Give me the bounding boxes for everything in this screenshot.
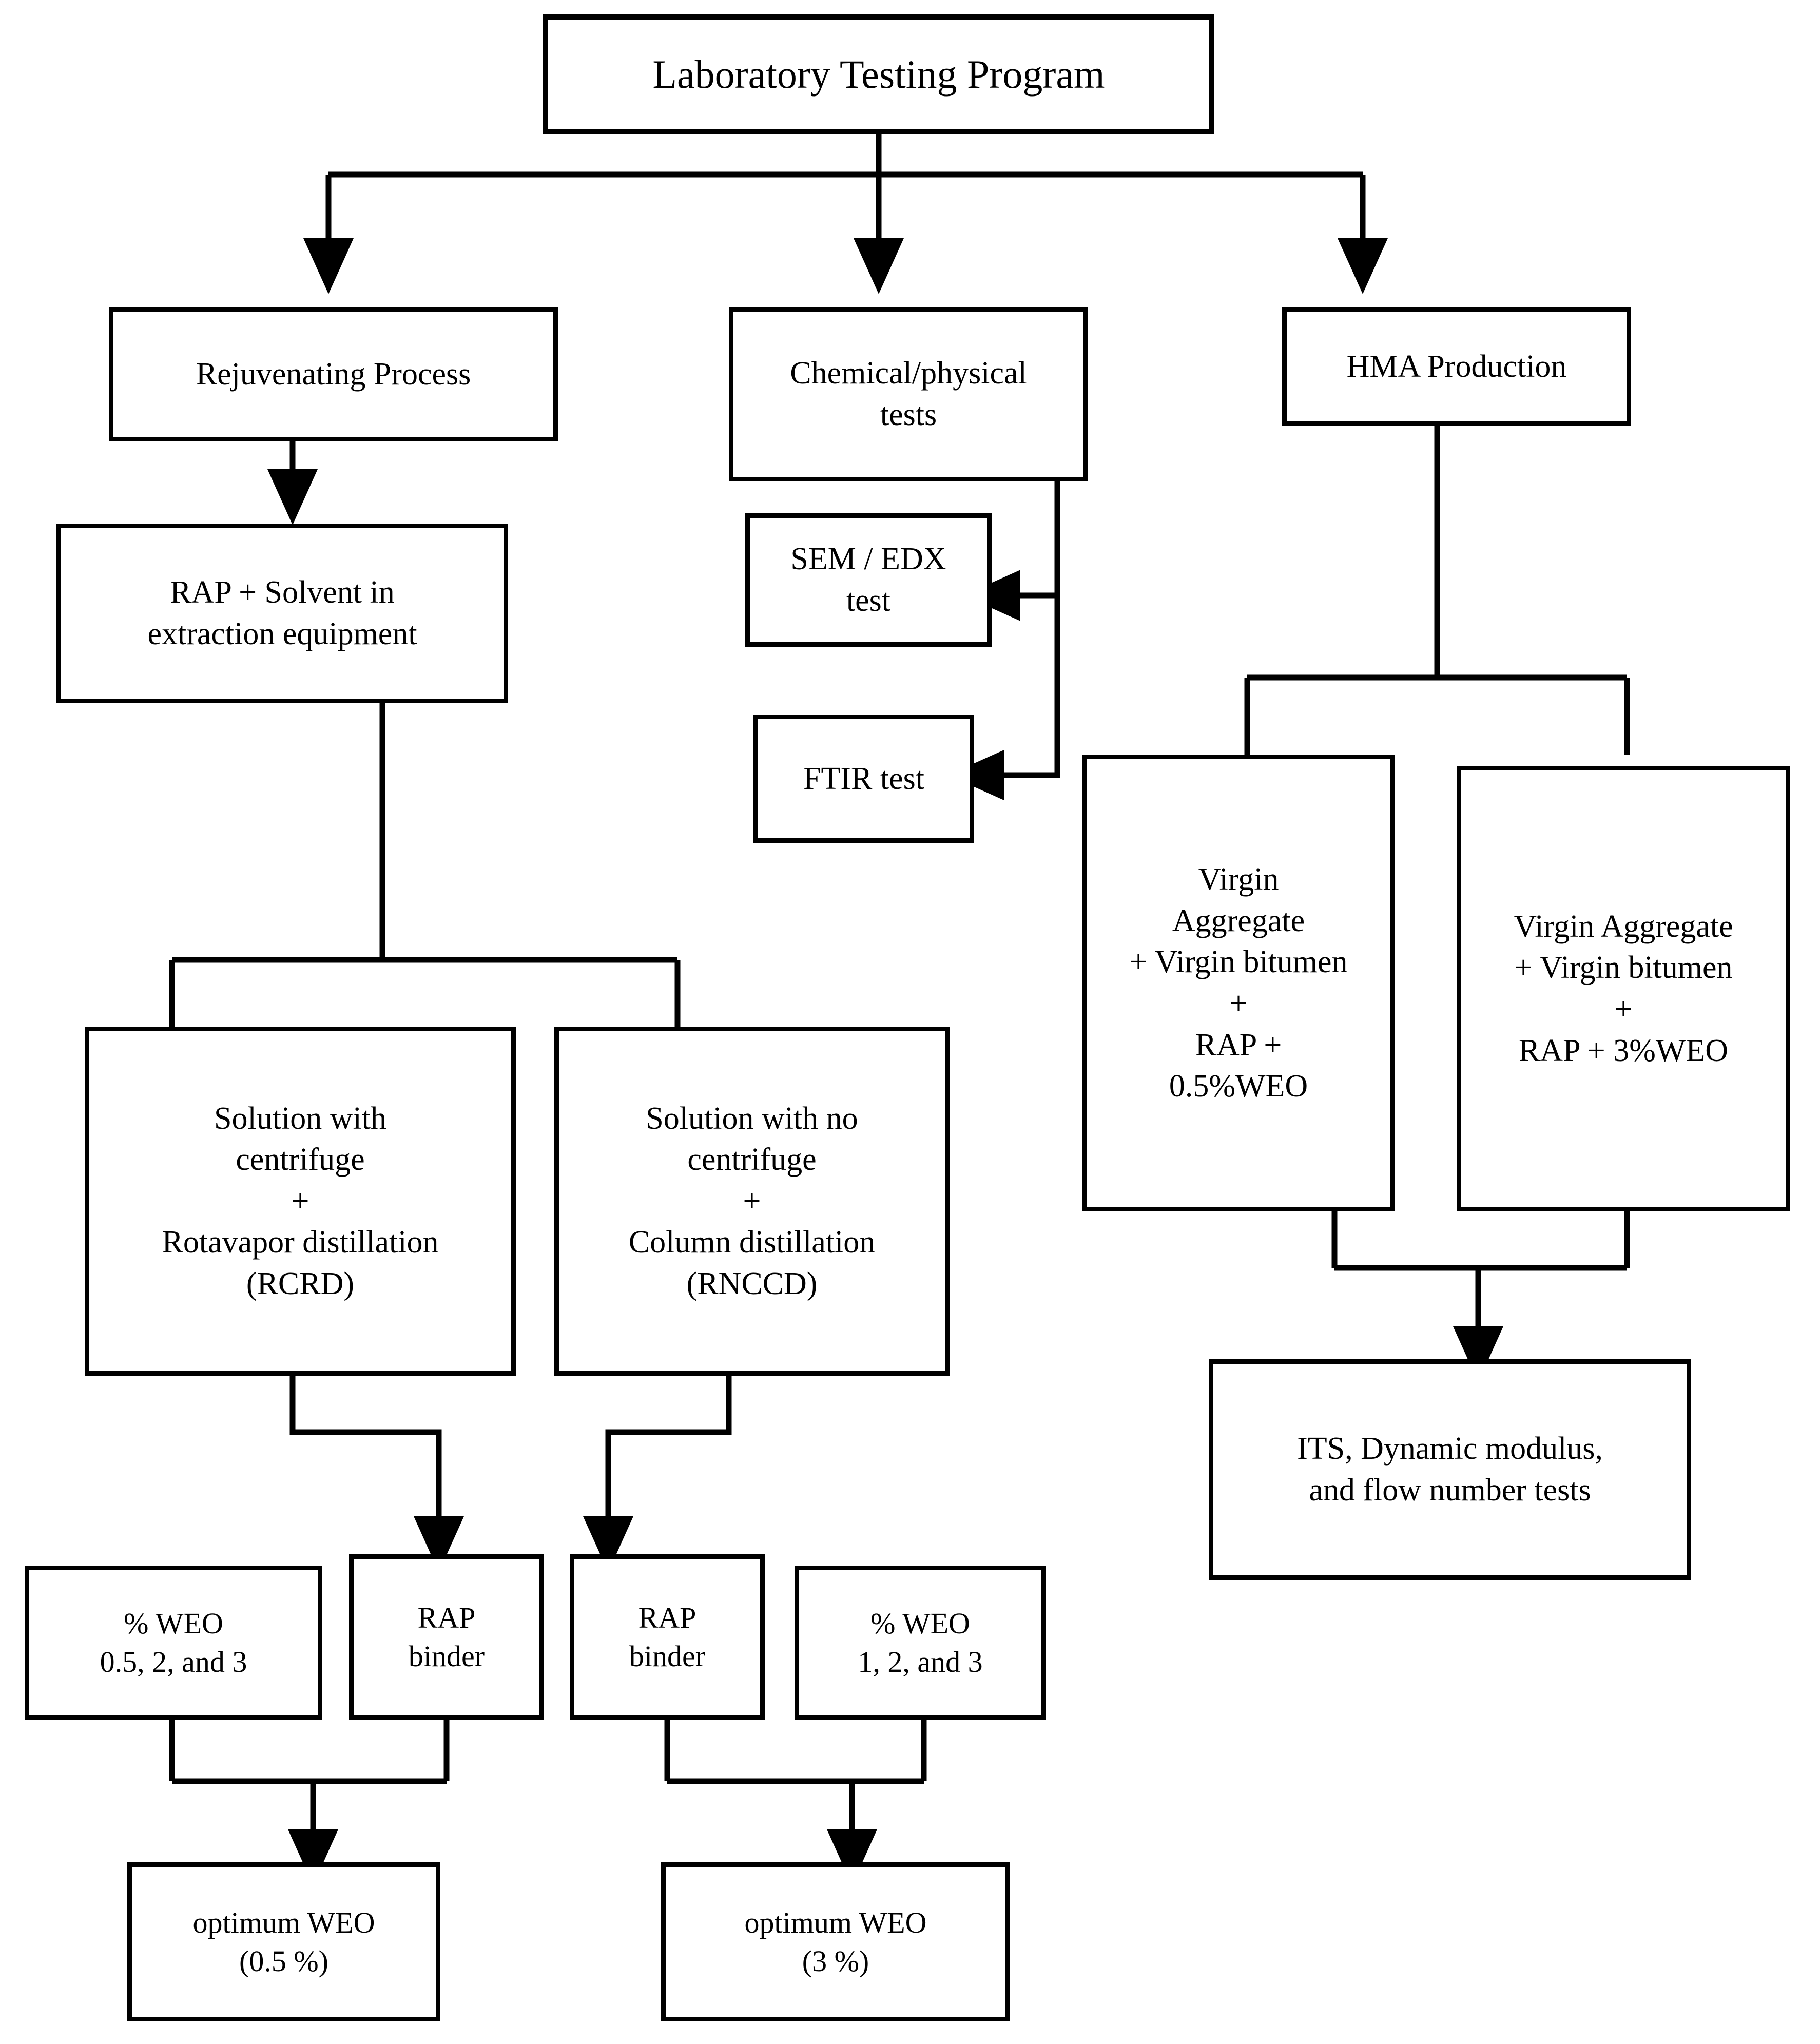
node-virgin-aggregate-3-weo [1457,766,1790,1211]
node-line: Rejuvenating Process [196,356,471,392]
node-chemical-physical-tests [729,307,1088,481]
node-percent-weo-right [795,1566,1046,1720]
node-line: + [743,1183,761,1219]
node-line: (3 %) [802,1944,869,1978]
node-line: RAP [417,1601,476,1634]
node-line: + Virgin bitumen [1514,950,1733,986]
node-line: Chemical/physical [790,356,1027,391]
node-line: ITS, Dynamic modulus, [1297,1431,1603,1467]
node-line: Aggregate [1172,903,1305,938]
node-solution-with-centrifuge-rcrd [85,1027,516,1376]
node-optimum-weo-left [127,1862,440,2021]
node-line: Virgin Aggregate [1514,909,1733,944]
node-line: + [1614,992,1633,1027]
node-line: 0.5, 2, and 3 [100,1645,247,1679]
node-line: + Virgin bitumen [1129,944,1348,980]
node-line: Solution with no [646,1101,858,1136]
node-optimum-weo-right [661,1862,1010,2021]
node-line: HMA Production [1346,349,1567,384]
node-line: 0.5%WEO [1169,1069,1308,1104]
node-rejuvenating-process [109,307,558,441]
node-line: optimum WEO [744,1905,927,1939]
node-line: extraction equipment [147,616,417,651]
node-line: 1, 2, and 3 [858,1645,983,1679]
node-line: and flow number tests [1309,1473,1591,1508]
node-solution-no-centrifuge-rnccd [554,1027,950,1376]
node-line: optimum WEO [192,1905,375,1939]
node-line: (RCRD) [246,1266,355,1301]
node-rap-binder-right [570,1554,765,1720]
node-sem-edx-test [745,513,992,647]
node-line: centrifuge [236,1142,365,1178]
node-line: Rotavapor distillation [162,1225,439,1260]
node-line: Laboratory Testing Program [652,52,1105,97]
node-line: (RNCCD) [686,1266,818,1301]
node-line: tests [880,397,937,432]
node-line: % WEO [870,1606,970,1640]
node-virgin-aggregate-05-weo [1082,755,1395,1211]
node-rap-binder-left [349,1554,544,1720]
node-line: Solution with [214,1101,386,1136]
node-line: Virgin [1198,862,1279,897]
node-line: + [291,1183,309,1219]
node-percent-weo-left [25,1566,322,1720]
node-rap-solvent-extraction [56,524,508,703]
node-line: RAP + 3%WEO [1518,1033,1729,1068]
node-line: binder [408,1640,485,1673]
node-line: FTIR test [803,761,924,796]
node-line: RAP [638,1601,696,1634]
node-line: SEM / EDX [790,542,946,577]
node-line: binder [629,1640,706,1673]
node-ftir-test [753,715,974,843]
node-line: centrifuge [687,1142,817,1178]
node-hma-production [1282,307,1631,426]
node-line: RAP + Solvent in [170,575,395,610]
node-line: test [846,583,891,618]
node-line: + [1229,986,1248,1021]
node-its-dynamic-modulus-flow-number-tests [1209,1359,1691,1580]
node-line: Column distillation [628,1225,876,1260]
node-laboratory-testing-program [543,14,1214,134]
node-line: RAP + [1195,1027,1282,1063]
node-line: (0.5 %) [239,1944,328,1978]
node-line: % WEO [124,1606,223,1640]
